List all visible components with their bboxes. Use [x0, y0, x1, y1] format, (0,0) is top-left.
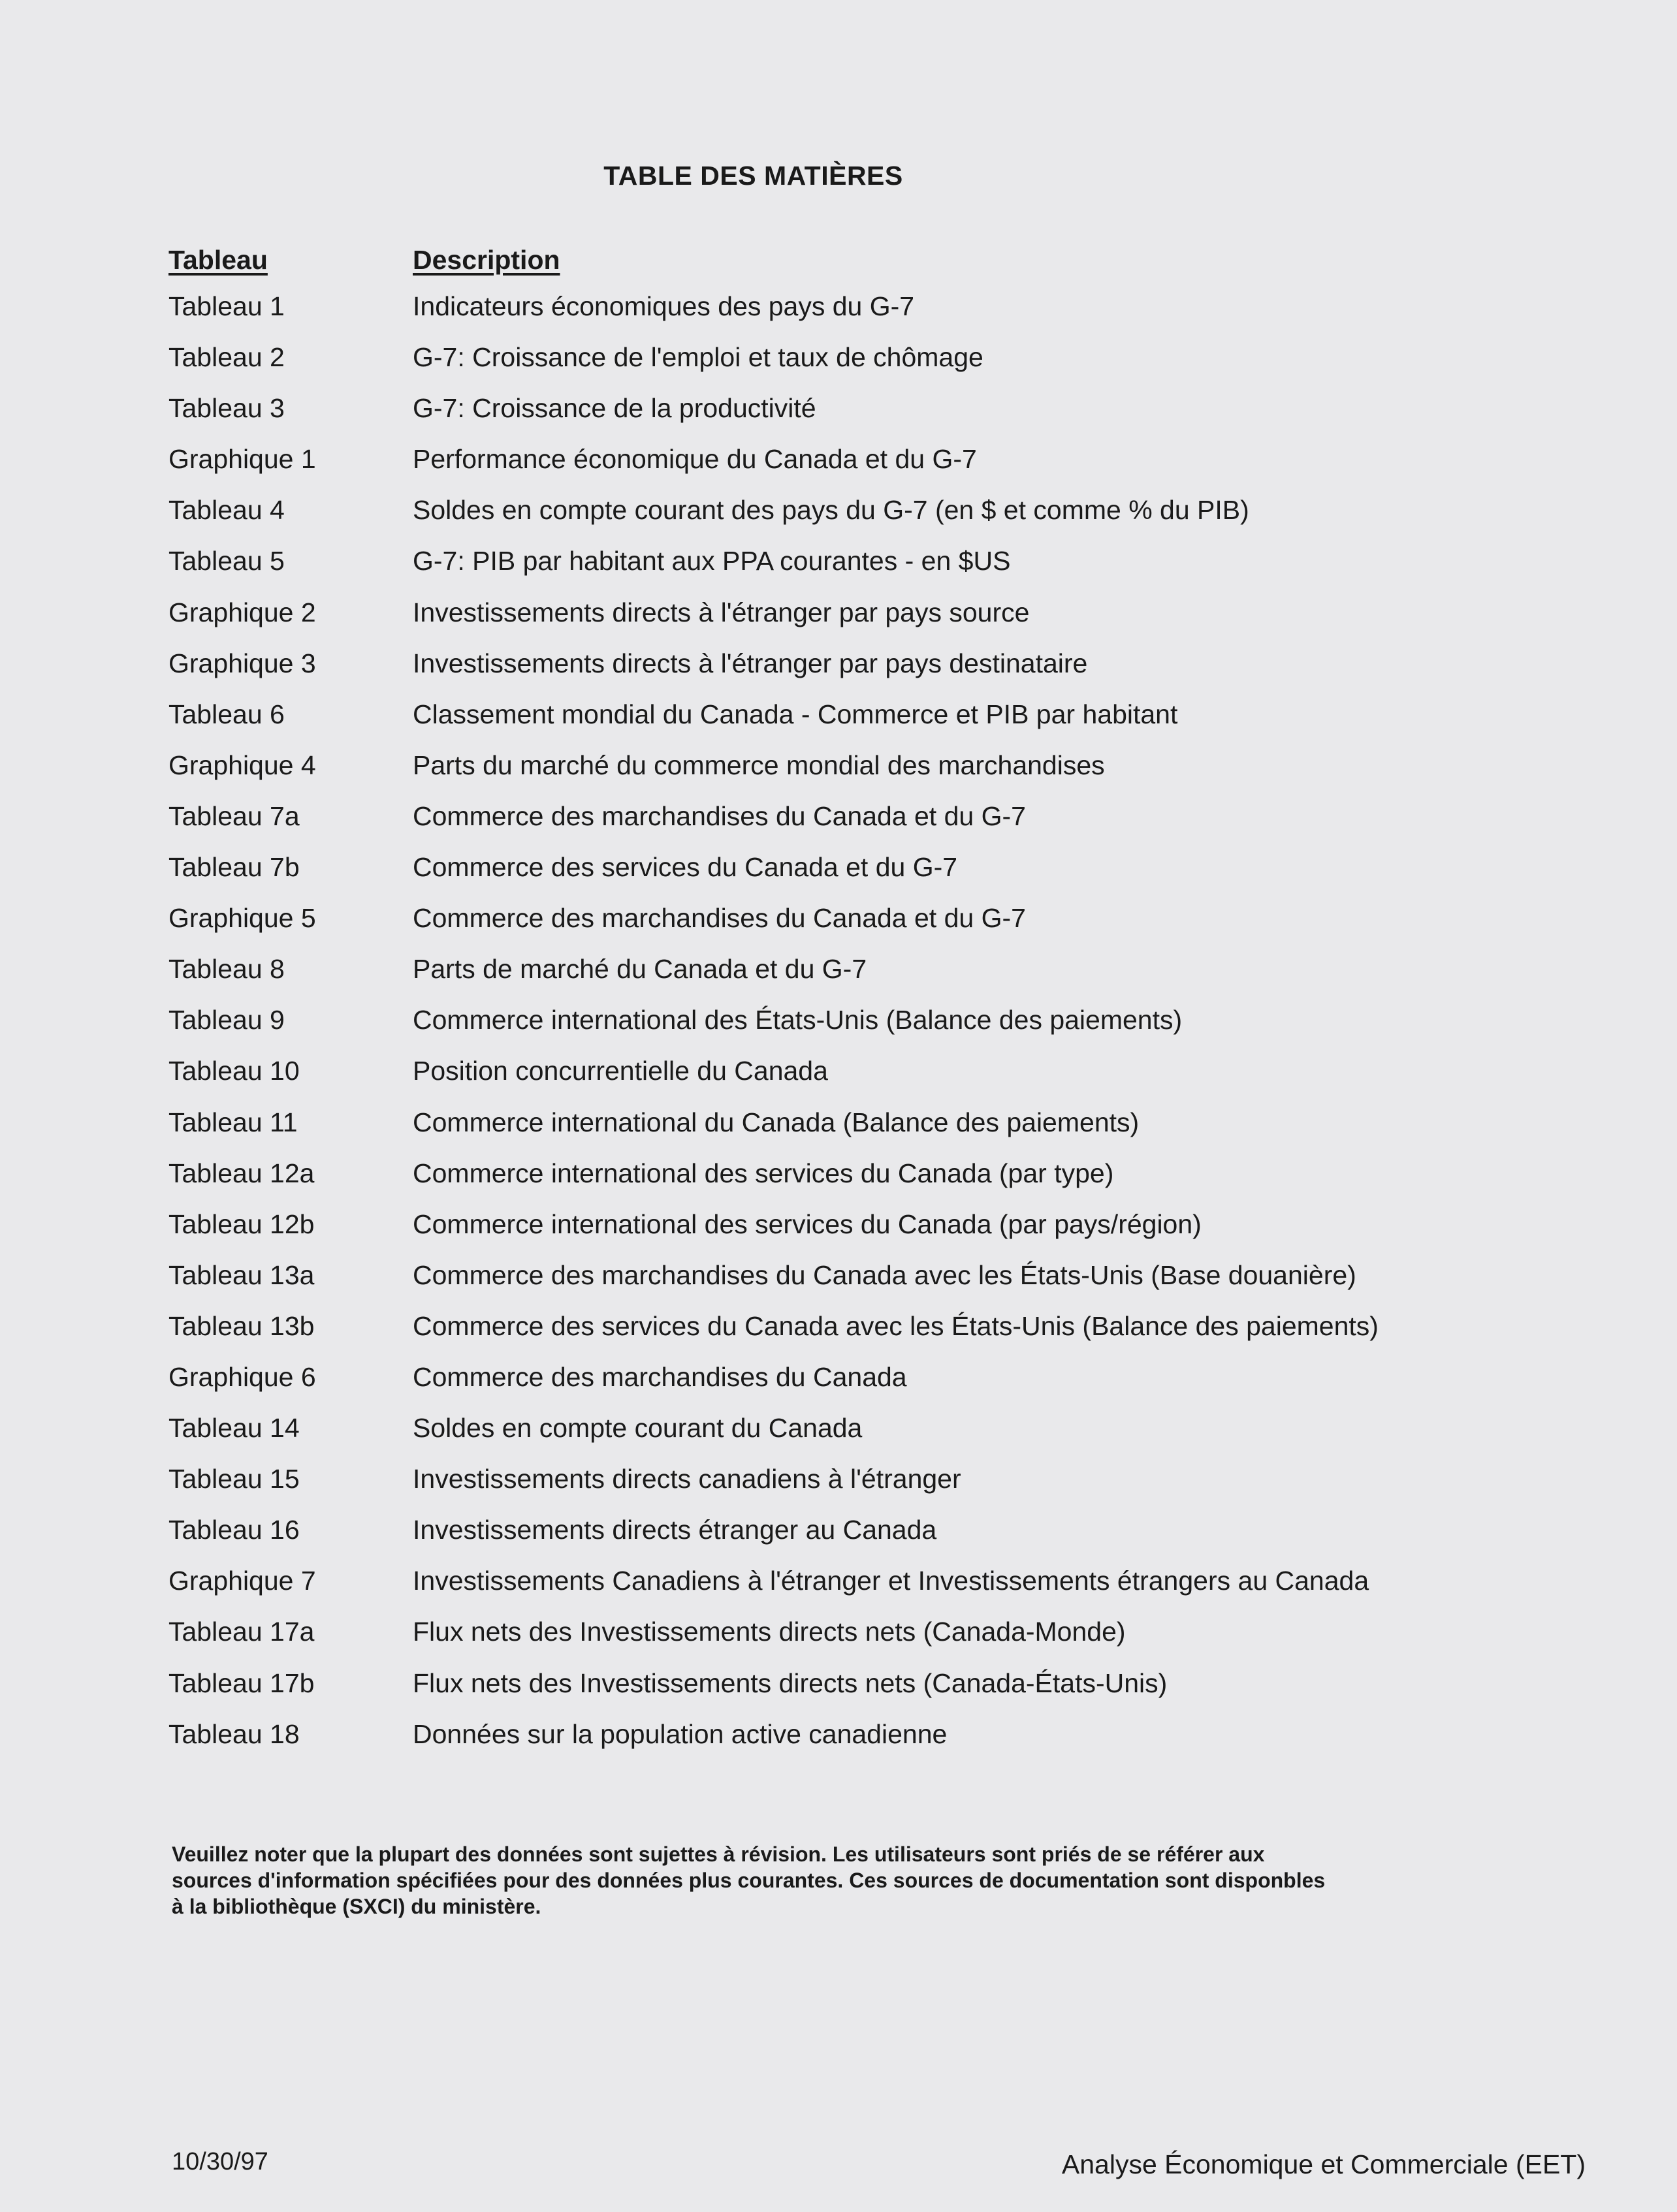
toc-entry: [0, 1668, 1677, 1719]
toc-entry: [0, 1617, 1677, 1667]
toc-entry-label: Tableau 17a: [168, 1617, 315, 1647]
toc-entry: [0, 444, 1677, 495]
toc-entry: [0, 1056, 1677, 1107]
toc-entry-label: Tableau 7a: [168, 800, 300, 831]
toc-entry-label: Tableau 7b: [168, 852, 300, 883]
toc-entry: [0, 903, 1677, 954]
toc-entry-description: Position concurrentielle du Canada: [413, 1056, 828, 1086]
toc-entry: [0, 1362, 1677, 1413]
toc-entry: [0, 1005, 1677, 1056]
footer-department: Analyse Économique et Commerciale (EET): [1061, 2149, 1586, 2179]
toc-entry-label: Tableau 2: [168, 342, 285, 373]
toc-entry-label: Tableau 12b: [168, 1209, 315, 1239]
toc-entry: [0, 801, 1677, 852]
toc-entry-label: Graphique 4: [168, 750, 316, 780]
toc-entry-description: G-7: Croissance de l'emploi et taux de chômage: [413, 342, 983, 373]
toc-entry-description: Parts du marché du commerce mondial des marchandises: [413, 750, 1105, 780]
toc-entry: [0, 699, 1677, 750]
toc-entry-description: Indicateurs économiques des pays du G-7: [413, 291, 915, 321]
toc-entry-label: Graphique 5: [168, 903, 316, 934]
table-of-contents-list: [0, 291, 1677, 1770]
toc-entry: [0, 393, 1677, 444]
toc-entry: [0, 291, 1677, 342]
toc-entry: [0, 1260, 1677, 1311]
toc-entry-label: Tableau 13a: [168, 1259, 315, 1290]
toc-entry: [0, 546, 1677, 597]
toc-entry: [0, 1515, 1677, 1566]
footer-date: 10/30/97: [172, 2148, 268, 2175]
toc-entry-label: Graphique 7: [168, 1566, 316, 1596]
note-line: Veuillez noter que la plupart des données sont sujettes à révision. Les utilisateurs sont priés de se référer aux: [172, 1842, 1265, 1866]
toc-entry-label: Tableau 5: [168, 546, 285, 577]
toc-entry-description: Investissements Canadiens à l'étranger et Investissements étrangers au Canada: [413, 1566, 1369, 1596]
toc-entry: [0, 750, 1677, 801]
toc-entry-description: Commerce des services du Canada avec les États-Unis (Balance des paiements): [413, 1310, 1379, 1341]
toc-entry-label: Graphique 6: [168, 1361, 316, 1392]
toc-entry: [0, 1413, 1677, 1464]
toc-entry-description: Investissements directs à l'étranger par pays source: [413, 597, 1030, 627]
toc-entry: [0, 1719, 1677, 1770]
toc-entry-description: Investissements directs canadiens à l'étranger: [413, 1464, 961, 1494]
toc-entry-description: G-7: PIB par habitant aux PPA courantes - en $US: [413, 546, 1011, 577]
toc-entry-description: Commerce des marchandises du Canada et du G-7: [413, 800, 1026, 831]
toc-entry-description: Commerce international des États-Unis (Balance des paiements): [413, 1005, 1183, 1035]
toc-entry-description: Soldes en compte courant du Canada: [413, 1413, 863, 1444]
toc-entry-description: Commerce des marchandises du Canada: [413, 1361, 907, 1392]
toc-entry-description: Commerce des services du Canada et du G-7: [413, 852, 958, 883]
toc-entry: [0, 1311, 1677, 1362]
toc-entry-description: Parts de marché du Canada et du G-7: [413, 954, 867, 985]
toc-entry: [0, 1158, 1677, 1209]
toc-entry-description: Flux nets des Investissements directs nets (Canada-Monde): [413, 1617, 1126, 1647]
toc-entry: [0, 597, 1677, 648]
toc-entry-description: Commerce international des services du Canada (par type): [413, 1158, 1114, 1188]
toc-entry-label: Tableau 10: [168, 1056, 300, 1086]
toc-entry: [0, 954, 1677, 1005]
toc-entry: [0, 648, 1677, 699]
column-header-tableau: Tableau: [168, 245, 268, 275]
toc-entry: [0, 1566, 1677, 1617]
toc-entry-description: Commerce international du Canada (Balance des paiements): [413, 1107, 1140, 1137]
note-line: à la bibliothèque (SXCI) du ministère.: [172, 1895, 541, 1918]
toc-entry-description: Investissements directs étranger au Canada: [413, 1515, 937, 1545]
toc-entry-description: Commerce des marchandises du Canada et du G-7: [413, 903, 1026, 934]
toc-entry-description: Soldes en compte courant des pays du G-7 (en $ et comme % du PIB): [413, 495, 1249, 526]
revision-note: [172, 1841, 1325, 1920]
toc-entry-description: Flux nets des Investissements directs nets (Canada-États-Unis): [413, 1667, 1168, 1698]
toc-entry: [0, 852, 1677, 903]
toc-entry-label: Tableau 9: [168, 1005, 285, 1035]
toc-entry-description: Investissements directs à l'étranger par pays destinataire: [413, 648, 1088, 678]
toc-entry-label: Tableau 8: [168, 954, 285, 985]
toc-entry-label: Tableau 17b: [168, 1667, 315, 1698]
toc-entry: [0, 495, 1677, 546]
toc-entry-label: Tableau 3: [168, 393, 285, 424]
toc-entry-label: Graphique 1: [168, 444, 316, 475]
toc-entry-description: Commerce international des services du Canada (par pays/région): [413, 1209, 1202, 1239]
note-line: sources d'information spécifiées pour des données plus courantes. Ces sources de documentation sont disponbles: [172, 1869, 1326, 1892]
toc-entry-label: Tableau 13b: [168, 1310, 315, 1341]
toc-entry: [0, 1464, 1677, 1515]
toc-entry: [0, 1209, 1677, 1260]
toc-entry-description: Performance économique du Canada et du G-7: [413, 444, 977, 475]
toc-entry-label: Tableau 11: [168, 1107, 298, 1137]
toc-entry-label: Tableau 14: [168, 1413, 300, 1444]
toc-entry-label: Tableau 1: [168, 291, 285, 321]
toc-entry-description: G-7: Croissance de la productivité: [413, 393, 816, 424]
column-header-description: Description: [413, 245, 560, 275]
toc-entry-description: Classement mondial du Canada - Commerce et PIB par habitant: [413, 699, 1178, 729]
toc-entry: [0, 342, 1677, 393]
page-title: TABLE DES MATIÈRES: [603, 161, 903, 191]
toc-entry-label: Tableau 6: [168, 699, 285, 729]
toc-entry-label: Tableau 16: [168, 1515, 300, 1545]
toc-entry-label: Tableau 12a: [168, 1158, 315, 1188]
toc-entry-description: Commerce des marchandises du Canada avec les États-Unis (Base douanière): [413, 1259, 1356, 1290]
toc-entry-description: Données sur la population active canadienne: [413, 1718, 948, 1749]
toc-entry-label: Graphique 2: [168, 597, 316, 627]
toc-entry-label: Tableau 15: [168, 1464, 300, 1494]
toc-entry-label: Tableau 4: [168, 495, 285, 526]
toc-entry-label: Graphique 3: [168, 648, 316, 678]
toc-entry: [0, 1107, 1677, 1158]
toc-entry-label: Tableau 18: [168, 1718, 300, 1749]
